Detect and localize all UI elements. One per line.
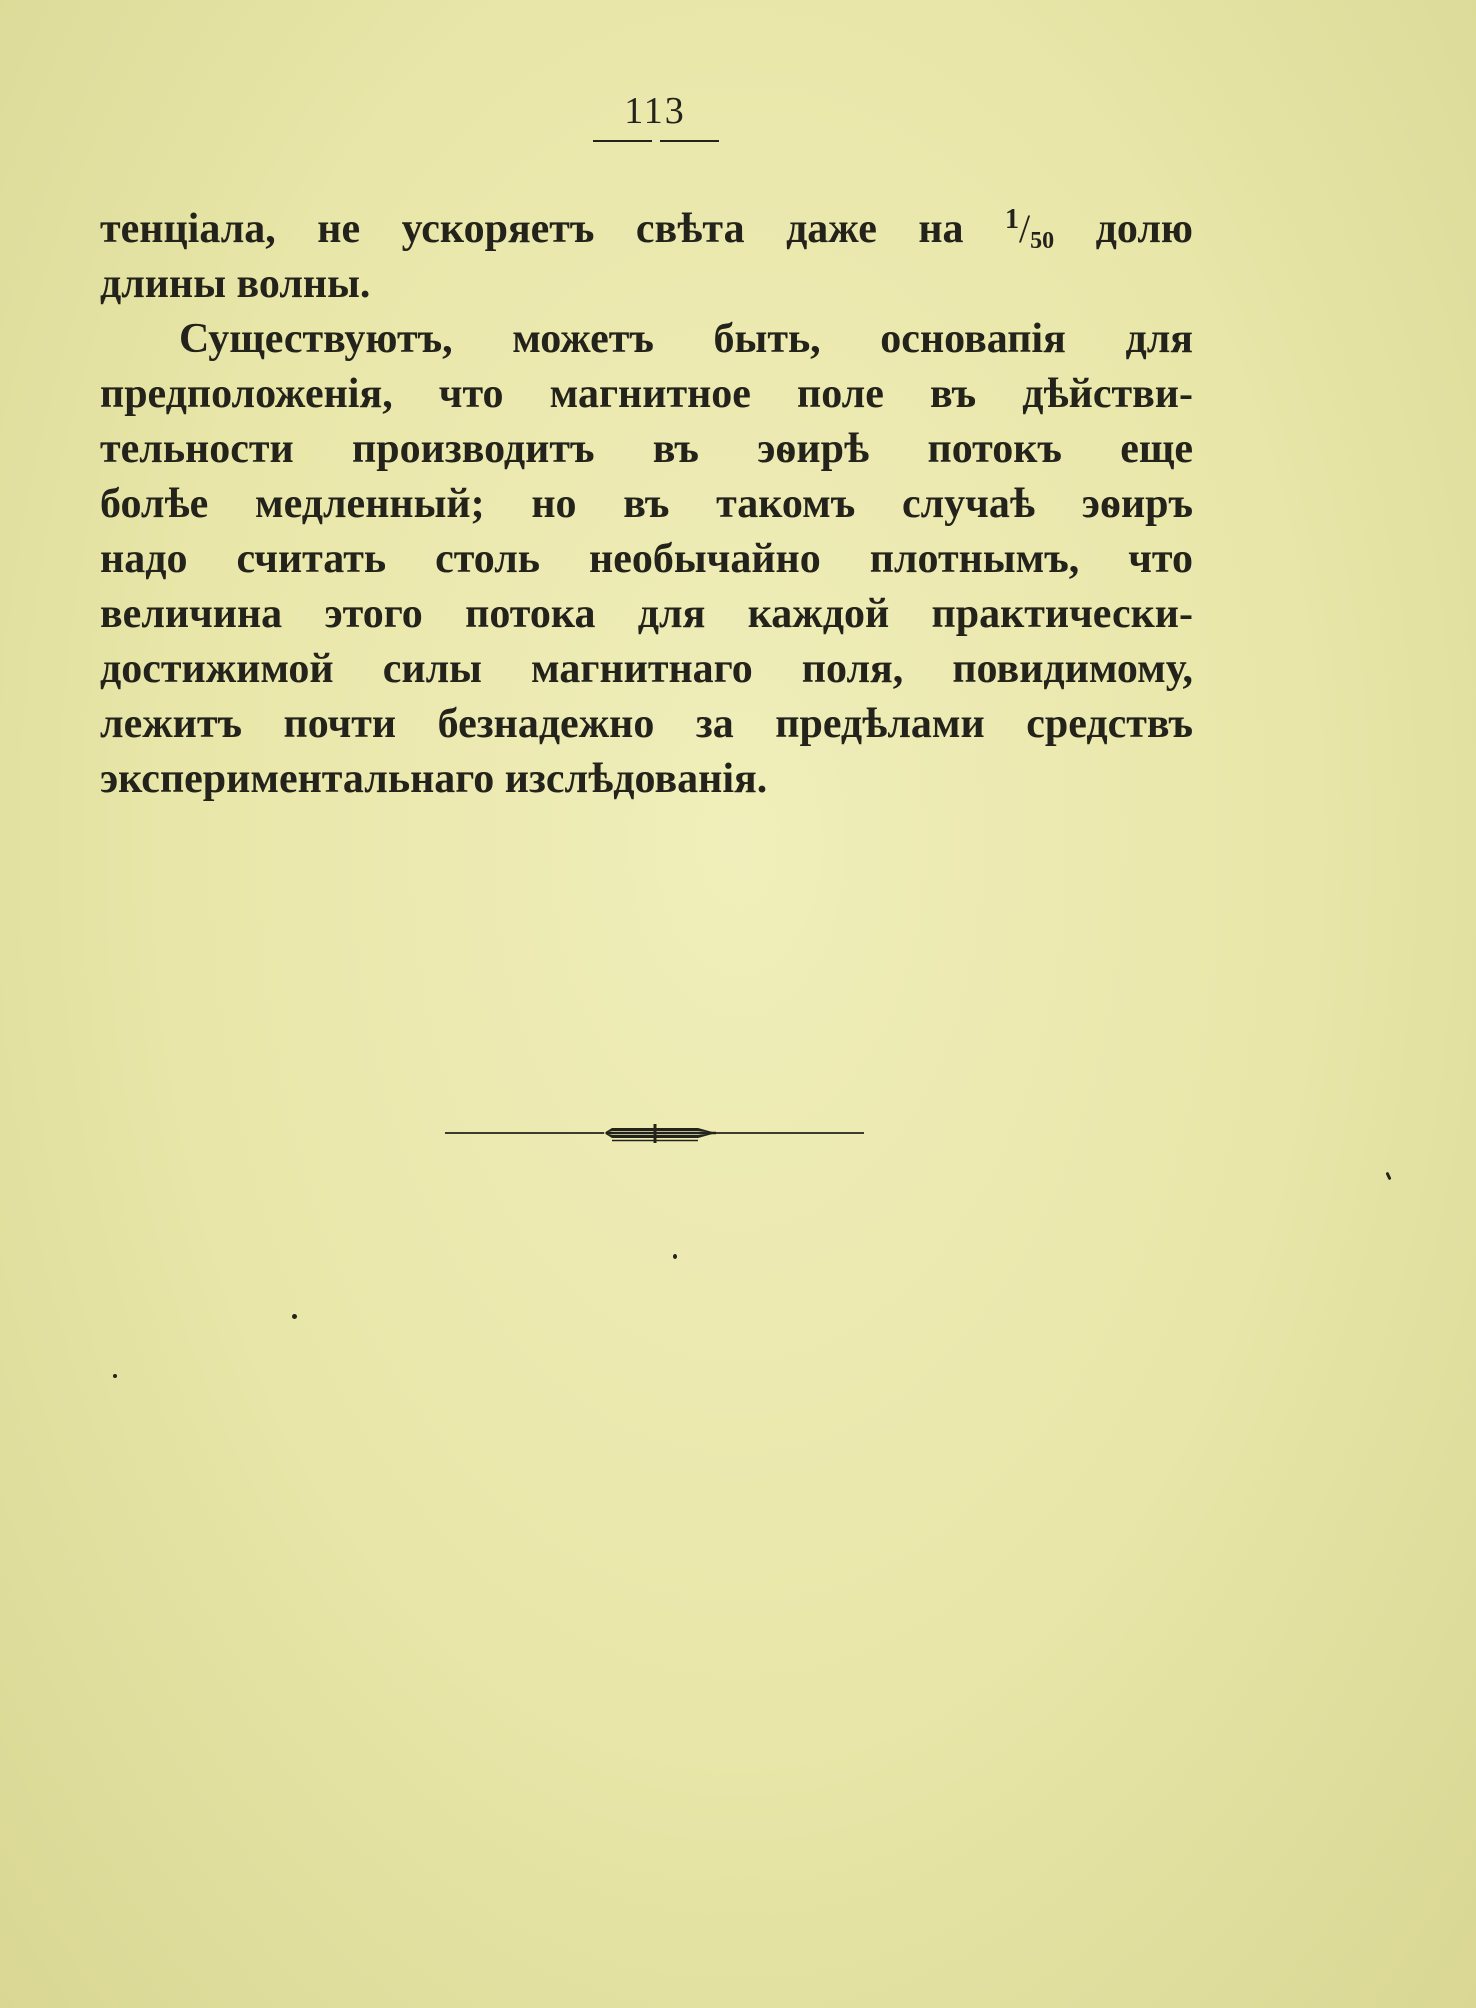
page-number-rule [590, 136, 722, 146]
body-text [100, 202, 1193, 807]
text-line: предположенія, что магнитное поле въ дѣйстви- [100, 371, 1193, 417]
fraction-denominator: 50 [1030, 228, 1055, 254]
text-line: Существуютъ, можетъ быть, основапія для [179, 316, 1193, 362]
ink-speck [673, 1254, 677, 1259]
text-line: тельности производитъ въ эѳирѣ потокъ еще [100, 426, 1193, 472]
text-line: болѣе медленный; но въ такомъ случаѣ эѳиръ [100, 481, 1193, 527]
page-number: 113 [624, 90, 686, 132]
text-line: экспериментальнаго изслѣдованія. [100, 756, 768, 802]
ornament-divider [440, 1118, 870, 1148]
fraction-slash: / [1019, 206, 1031, 251]
ink-speck [113, 1374, 117, 1378]
text-line [100, 202, 1193, 257]
ink-speck [1385, 1172, 1391, 1181]
text-line: величина этого потока для каждой практически- [100, 591, 1193, 637]
text-line: длины волны. [100, 261, 371, 307]
text-line: надо считать столь необычайно плотнымъ, что [100, 536, 1193, 582]
text-line: лежитъ почти безнадежно за предѣлами средствъ [100, 701, 1193, 747]
text-line: достижимой силы магнитнаго поля, повидимому, [100, 646, 1193, 692]
fraction-one-fiftieth [1005, 206, 1054, 253]
ink-speck [292, 1314, 297, 1319]
text-line-segment: тенціала, не ускоряетъ свѣта даже на [100, 206, 964, 252]
text-line-segment: долю [1095, 206, 1194, 252]
divider-center-flourish [604, 1124, 716, 1143]
fraction-numerator: 1 [1005, 204, 1020, 235]
